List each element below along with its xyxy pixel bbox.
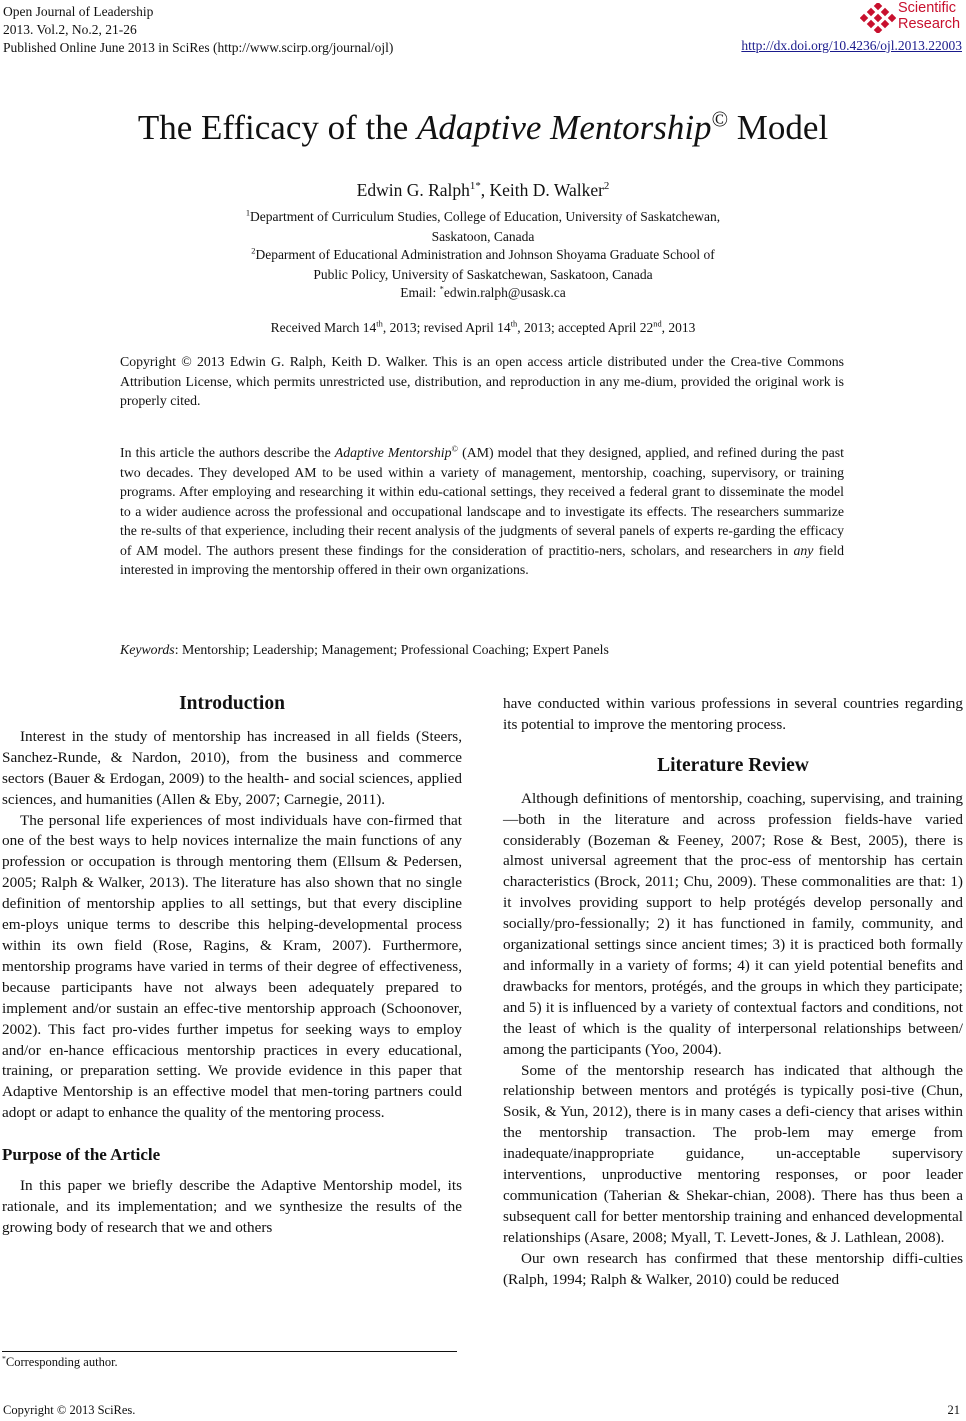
- intro-paragraph-1: Interest in the study of mentorship has increased in all fields (Steers, Sanchez-Runde, & Nardon, 2010), from the business and commerce sectors (Bauer & Erdogan, 2009) to the health- and social sciences, applied sciences, and humanities (Allen & Eby, 2007; Carnegie, 2011).: [2, 727, 462, 808]
- keywords: Keywords: Mentorship; Leadership; Management; Professional Coaching; Expert Panels: [120, 642, 609, 657]
- purpose-heading: Purpose of the Article: [2, 1145, 161, 1165]
- abstract: In this article the authors describe the Adaptive Mentorship© (AM) model that they designed, applied, and refined during the past two decades. They developed AM to be used within a variety of management, mentorship, coaching, supervisory, or training programs. After employing and researching it within edu-cational settings, they received a federal grant to disseminate the model to a wider audience across the professional and occupational landscape and to investigate its effects. The researchers summarize the re-sults of that experience, including their recent analysis of the judgments of several panels of experts re-garding the efficacy of AM model. The authors present these findings for the consideration of practitio-ners, scholars, and researchers in any field interested in improving the mentorship offered in their own organizations.: [120, 443, 844, 577]
- left-column: [2, 694, 462, 1239]
- journal-name: Open Journal of Leadership: [3, 4, 154, 19]
- purpose-paragraph-1: In this paper we briefly describe the Adaptive Mentorship model, its rationale, and its implementation; and we synthesize the results of the growing body of research that we and others: [2, 1177, 462, 1236]
- journal-header: [3, 3, 393, 57]
- introduction-heading: Introduction: [179, 693, 285, 714]
- copyright-notice: Copyright © 2013 Edwin G. Ralph, Keith D. Walker. This is an open access article distributed under the Crea-tive Commons Attribution License, which permits unrestricted use, distribution, and reproduction in any me-dium, provided the original work is properly cited.: [120, 354, 844, 408]
- author-email: Email: *edwin.ralph@usask.ca: [400, 284, 566, 300]
- footnote-divider: [2, 1351, 457, 1352]
- publication-info: Published Online June 2013 in SciRes (http://www.scirp.org/journal/ojl): [3, 40, 394, 55]
- literature-paragraph-3: Our own research has confirmed that these mentorship diffi-culties (Ralph, 1994; Ralph & Walker, 2010) could be reduced: [503, 1249, 963, 1288]
- logo-text-2: Research: [898, 16, 961, 32]
- intro-paragraph-2: The personal life experiences of most individuals have con-firmed that one of the best ways to help novices internalize the main functions of any profession or occupation is through mentoring them (Ellsum & Pedersen, 2005; Ralph & Walker, 2013). The literature has also shown that no single definition of mentorship applies to all settings, but that every discipline em-ploys unique terms to describe this helping-developmental process within its own field (Rose, Ragins, & Kram, 2007). Furthermore, mentorship programs have varied in terms of their degree of effectiveness, because participants have not always been adequately prepared to implement and/or sustain an effec-tive mentorship approach (Schoonover, 2002). This fact pro-vides further impetus for seeking ways to employ and/or en-hance efficacious mentorship practices in every educational, training, or preparation setting. We provide evidence in this paper that Adaptive Mentorship is an effective model that men-toring partners could adopt or adapt to enhance the quality of the mentoring process.: [2, 811, 462, 1122]
- paper-title: The Efficacy of the Adaptive Mentorship© Model: [137, 107, 829, 147]
- scirp-logo: [860, 1, 962, 35]
- scirp-logo-icon: [860, 3, 896, 33]
- right-column: [503, 694, 963, 1290]
- doi-link[interactable]: http://dx.doi.org/10.4236/ojl.2013.22003: [741, 38, 962, 53]
- journal-volume: 2013. Vol.2, No.2, 21-26: [3, 22, 137, 37]
- logo-text-1: Scientific: [898, 0, 957, 16]
- author-list: Edwin G. Ralph$^{1*}$, Keith D. Walker$^2$: [356, 180, 610, 200]
- continued-paragraph: have conducted within various professions in several countries regarding its potential to improve the mentoring process.: [503, 695, 963, 733]
- literature-paragraph-2: Some of the mentorship research has indicated that although the relationship between mentors and protégés is typically posi-tive (Chun, Sosik, & Yun, 2012), there is in many cases a defi-ciency that arises within the mentorship transaction. The prob-lem may emerge from inadequate/inappropriate guidance, un-acceptable supervisory interventions, unproductive mentoring responses, or poor leader communication (Taherian & Shekar-chian, 2008). There has thus been a subsequent call for better mentorship training and enhanced developmental relationships (Asare, 2008; Myall, T. Levett-Jones, & J. Lathlean, 2008).: [503, 1061, 963, 1246]
- footer-copyright: Copyright © 2013 SciRes.: [3, 1403, 136, 1417]
- affiliation-2: $^2$Deparment of Educational Administration and Johnson Shoyama Graduate School of Public Policy, University of Saskatchewan, Saskatoon, Canada: [251, 246, 715, 282]
- received-dates: Received March 14th, 2013; revised April 14th, 2013; accepted April 22nd, 2013: [270, 319, 696, 335]
- footnote: *Corresponding author.: [2, 1353, 118, 1369]
- page-number: 21: [947, 1403, 960, 1417]
- affiliation-1: $^1$Department of Curriculum Studies, College of Education, University of Saskatchewan, Saskatoon, Canada: [245, 208, 721, 244]
- literature-review-heading: Literature Review: [657, 754, 809, 776]
- literature-paragraph-1: Although definitions of mentorship, coaching, supervising, and training—both in the literature and across profession fields-have varied considerably (Bozeman & Feeney, 2007; Rose & Best, 2005), there is almost universal agreement that the proc-ess of mentorship has certain characteristics (Brock, 2011; Chu, 2009). These commonalities are that: 1) it involves providing support to help protégés develop personally and socially/pro-fessionally; 2) it has functioned in family, community, and organizational settings since ancient times; 3) it is practiced both formally and informally in a variety of forms; 4) it can yield potential benefits and drawbacks for mentors, protégés, and the groups in which they participate; and 5) it is influenced by a variety of contextual factors and conditions, not the least of which is the quality of interpersonal relationships between/ among the participants (Yoo, 2004).: [503, 789, 963, 1058]
